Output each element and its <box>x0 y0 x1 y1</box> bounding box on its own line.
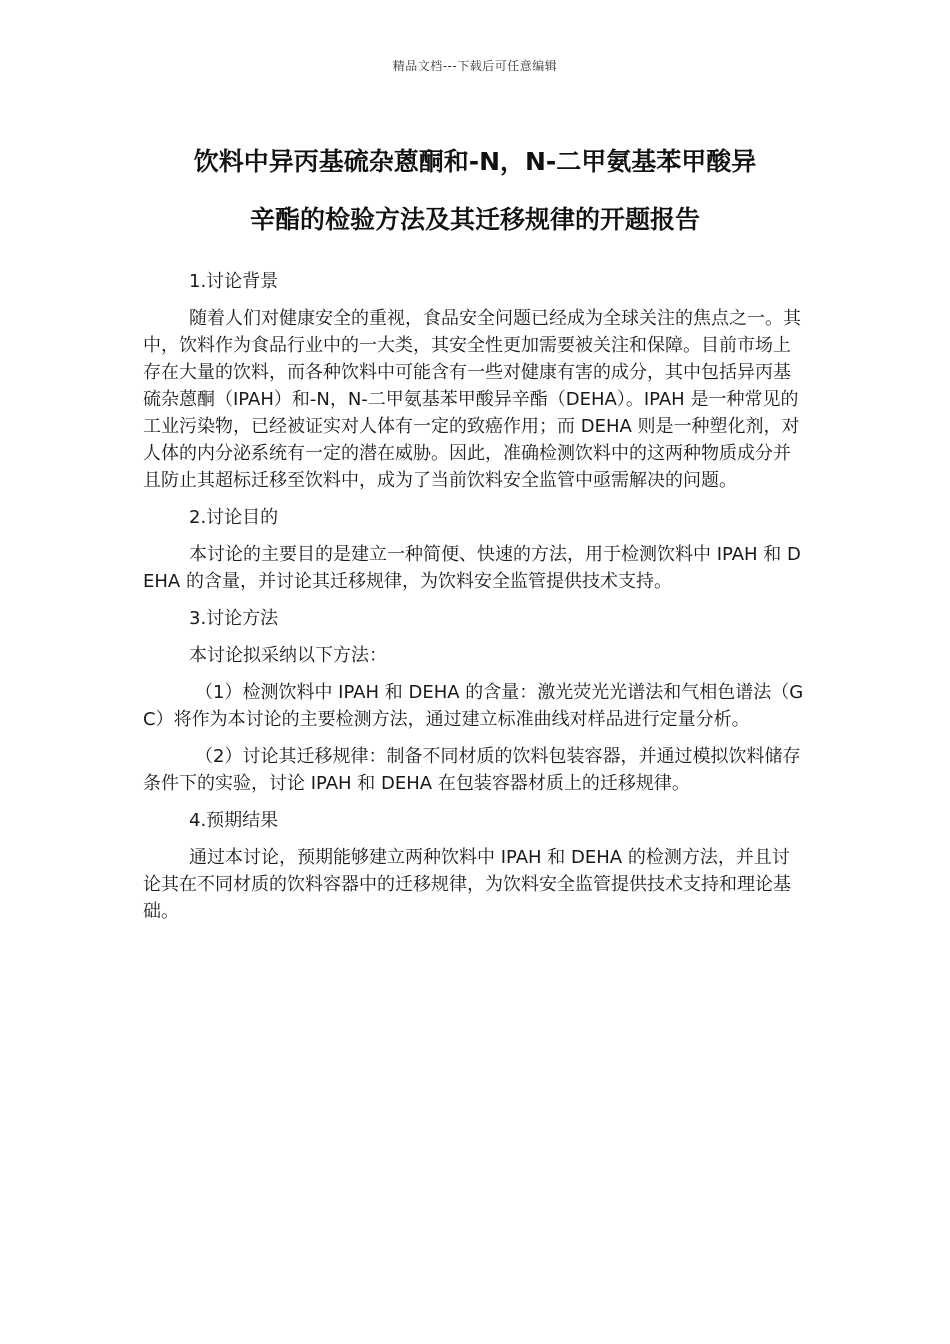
paragraph-background: 随着人们对健康安全的重视，食品安全问题已经成为全球关注的焦点之一。其中，饮料作为食品行业中的一大类，其安全性更加需要被关注和保障。目前市场上存在大量的饮料，而各种饮料中可能含有一些对健康有害的成分，其中包括异丙基硫杂蒽酮（IPAH）和-N，N-二甲氨基苯甲酸异辛酯（DEHA）。IPAH 是一种常见的工业污染物，已经被证实对人体有一定的致癌作用；而 DEHA 则是一种塑化剂，对人体的内分泌系统有一定的潜在威胁。因此，准确检测饮料中的这两种物质成分并且防止其超标迁移至饮料中，成为了当前饮料安全监管中亟需解决的问题。 <box>143 308 801 491</box>
section-heading-methods: 3.讨论方法 <box>189 608 279 629</box>
paragraph-expected-results: 通过本讨论，预期能够建立两种饮料中 IPAH 和 DEHA 的检测方法，并且讨论其在不同材质的饮料容器中的迁移规律，为饮料安全监管提供技术支持和理论基础。 <box>143 847 791 922</box>
document-title <box>100 133 850 249</box>
paragraph-methods-intro: 本讨论拟采纳以下方法： <box>189 645 387 666</box>
paragraph-purpose: 本讨论的主要目的是建立一种简便、快速的方法，用于检测饮料中 IPAH 和 DEHA 的含量，并讨论其迁移规律，为饮料安全监管提供技术支持。 <box>143 544 801 592</box>
section-heading-background: 1.讨论背景 <box>189 271 279 292</box>
paragraph-method-1: （1）检测饮料中 IPAH 和 DEHA 的含量：激光荧光光谱法和气相色谱法（GC）将作为本讨论的主要检测方法，通过建立标准曲线对样品进行定量分析。 <box>143 682 804 730</box>
section-heading-purpose: 2.讨论目的 <box>189 507 279 528</box>
title-line-2: 辛酯的检验方法及其迁移规律的开题报告 <box>249 205 700 234</box>
paragraph-method-2: （2）讨论其迁移规律：制备不同材质的饮料包装容器，并通过模拟饮料储存条件下的实验，讨论 IPAH 和 DEHA 在包装容器材质上的迁移规律。 <box>143 746 801 794</box>
header-note: 精品文档---下载后可任意编辑 <box>392 59 558 73</box>
title-line-1: 饮料中异丙基硫杂蒽酮和-N，N-二甲氨基苯甲酸异 <box>193 147 757 176</box>
section-heading-expected-results: 4.预期结果 <box>189 810 279 831</box>
document-body <box>143 268 806 935</box>
